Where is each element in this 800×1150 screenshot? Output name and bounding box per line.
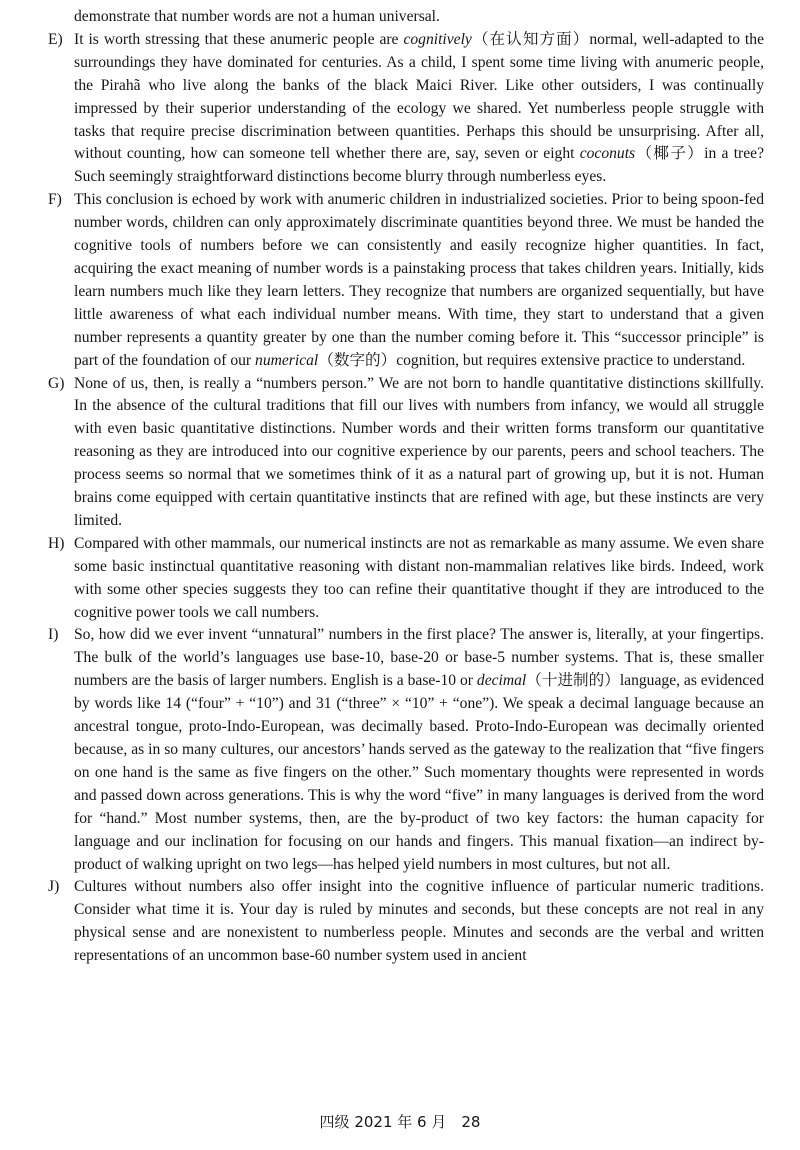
paragraph-text <box>74 6 764 29</box>
paragraph-text <box>74 876 764 968</box>
glossed-term: coconuts <box>579 145 636 163</box>
paragraph-letter: G) <box>48 374 65 392</box>
paragraph-f <box>40 189 764 372</box>
paragraph-e <box>40 29 764 189</box>
text-segment: （数字的）cognition, but requires extensive practice to understand. <box>318 351 746 369</box>
paragraph-j <box>40 876 764 968</box>
text-segment: Cultures without numbers also offer insight into the cognitive influence of particular numeric traditions. Consider what time it is. Your day is ruled by minutes and seconds, but these concepts are not real in any physical sense and are nonexistent to numberless people. Minutes and seconds are the verbal and written representations of an uncommon base-60 number system used in ancient <box>74 878 764 965</box>
text-segment: So, how did we ever invent “unnatural” numbers in the first place? The answer is, literally, at your fingertips. The bulk of the world’s languages use base-10, base-20 or base-5 number systems. That is, these smaller numbers are the basis of larger numbers. English is a base-10 or <box>74 626 764 690</box>
text-segment: （椰子）in a tree? Such seemingly straightforward distinctions become blurry through numberless eyes. <box>74 145 764 186</box>
glossed-term: numerical <box>255 351 319 369</box>
paragraph-text <box>74 624 764 876</box>
glossed-term: cognitively <box>403 30 472 48</box>
paragraph-letter: I) <box>48 626 59 644</box>
page-footer: 四级 2021 年 6 月 28 <box>319 1113 481 1131</box>
text-segment: Compared with other mammals, our numerical instincts are not as remarkable as many assume. We even share some basic instinctual quantitative reasoning with distant non-mammalian relatives like birds. Indeed, work with some other species suggests they too can refine their quantitative thought if they are introduced to the cognitive power tools we call numbers. <box>74 534 764 621</box>
glossed-term: decimal <box>476 672 527 690</box>
text-segment: None of us, then, is really a “numbers person.” We are not born to handle quantitative distinctions skillfully. In the absence of the cultural traditions that fill our lives with numbers from infancy, we would all struggle with even basic quantitative distinctions. Number words and their written forms transform our quantitative reasoning as they are introduced into our cognitive experience by our parents, peers and school teachers. The process seems so normal that we sometimes think of it as a natural part of growing up, but it is not. Human brains come equipped with certain quantitative instincts that are refined with age, but these instincts are very limited. <box>74 374 764 529</box>
text-segment: （十进制的）language, as evidenced by words like 14 (“four” + “10”) and 31 (“three” × “10” + “one”). We speak a decimal language because an ancestral tongue, proto-Indo-European, was decimally based. Proto-Indo-European was decimally oriented because, as in so many cultures, our ancestors’ hands served as the gateway to the realization that “five fingers on one hand is the same as five fingers on the other.” Such momentary thoughts were represented in words and passed down across generations. This is why the word “five” in many languages is derived from the word for “hand.” Most number systems, then, are the by-product of two key factors: the human capacity for language and our inclination for focusing on our hands and fingers. This manual fixation—an indirect by-product of walking upright on two legs—has helped yield numbers in most cultures, but not all. <box>74 672 765 873</box>
paragraph-letter: H) <box>48 534 65 552</box>
text-segment: This conclusion is echoed by work with anumeric children in industrialized societies. Prior to being spoon-fed number words, children can only approximately discriminate quantities beyond three. We must be handed the cognitive tools of numbers before we can consistently and easily recognize higher quantities. In fact, acquiring the exact meaning of number words is a painstaking process that takes children years. Initially, kids learn numbers much like they learn letters. They recognize that numbers are organized sequentially, but have little awareness of what each individual number means. With time, they start to understand that a given number represents a quantity greater by one than the number coming before it. This “successor principle” is part of the foundation of our <box>74 191 764 369</box>
paragraph-letter: E) <box>48 30 63 48</box>
text-segment: （在认知方面）normal, well-adapted to the surroundings they have dominated for centuries. As a child, I spent some time living with anumeric people, the Pirahã who live along the banks of the black Maici River. Like other outsiders, I was continually impressed by their superior understanding of the ecology we shared. Yet numberless people struggle with tasks that require precise discrimination between quantities. Perhaps this should be unsurprising. After all, without counting, how can someone tell whether there are, say, seven or eight <box>74 30 764 163</box>
text-segment: demonstrate that number words are not a human universal. <box>74 8 440 25</box>
paragraph-text <box>74 189 764 372</box>
paragraph-text <box>74 29 764 189</box>
paragraph-h <box>40 533 764 625</box>
paragraph-letter: J) <box>48 878 60 896</box>
paragraph-text <box>74 373 764 533</box>
paragraph-continuation <box>40 6 764 29</box>
reading-passage <box>40 6 764 968</box>
paragraph-letter: F) <box>48 191 62 209</box>
paragraph-text <box>74 533 764 625</box>
paragraph-i <box>40 624 764 876</box>
paragraph-g <box>40 373 764 533</box>
text-segment: It is worth stressing that these anumeric people are <box>74 30 404 48</box>
